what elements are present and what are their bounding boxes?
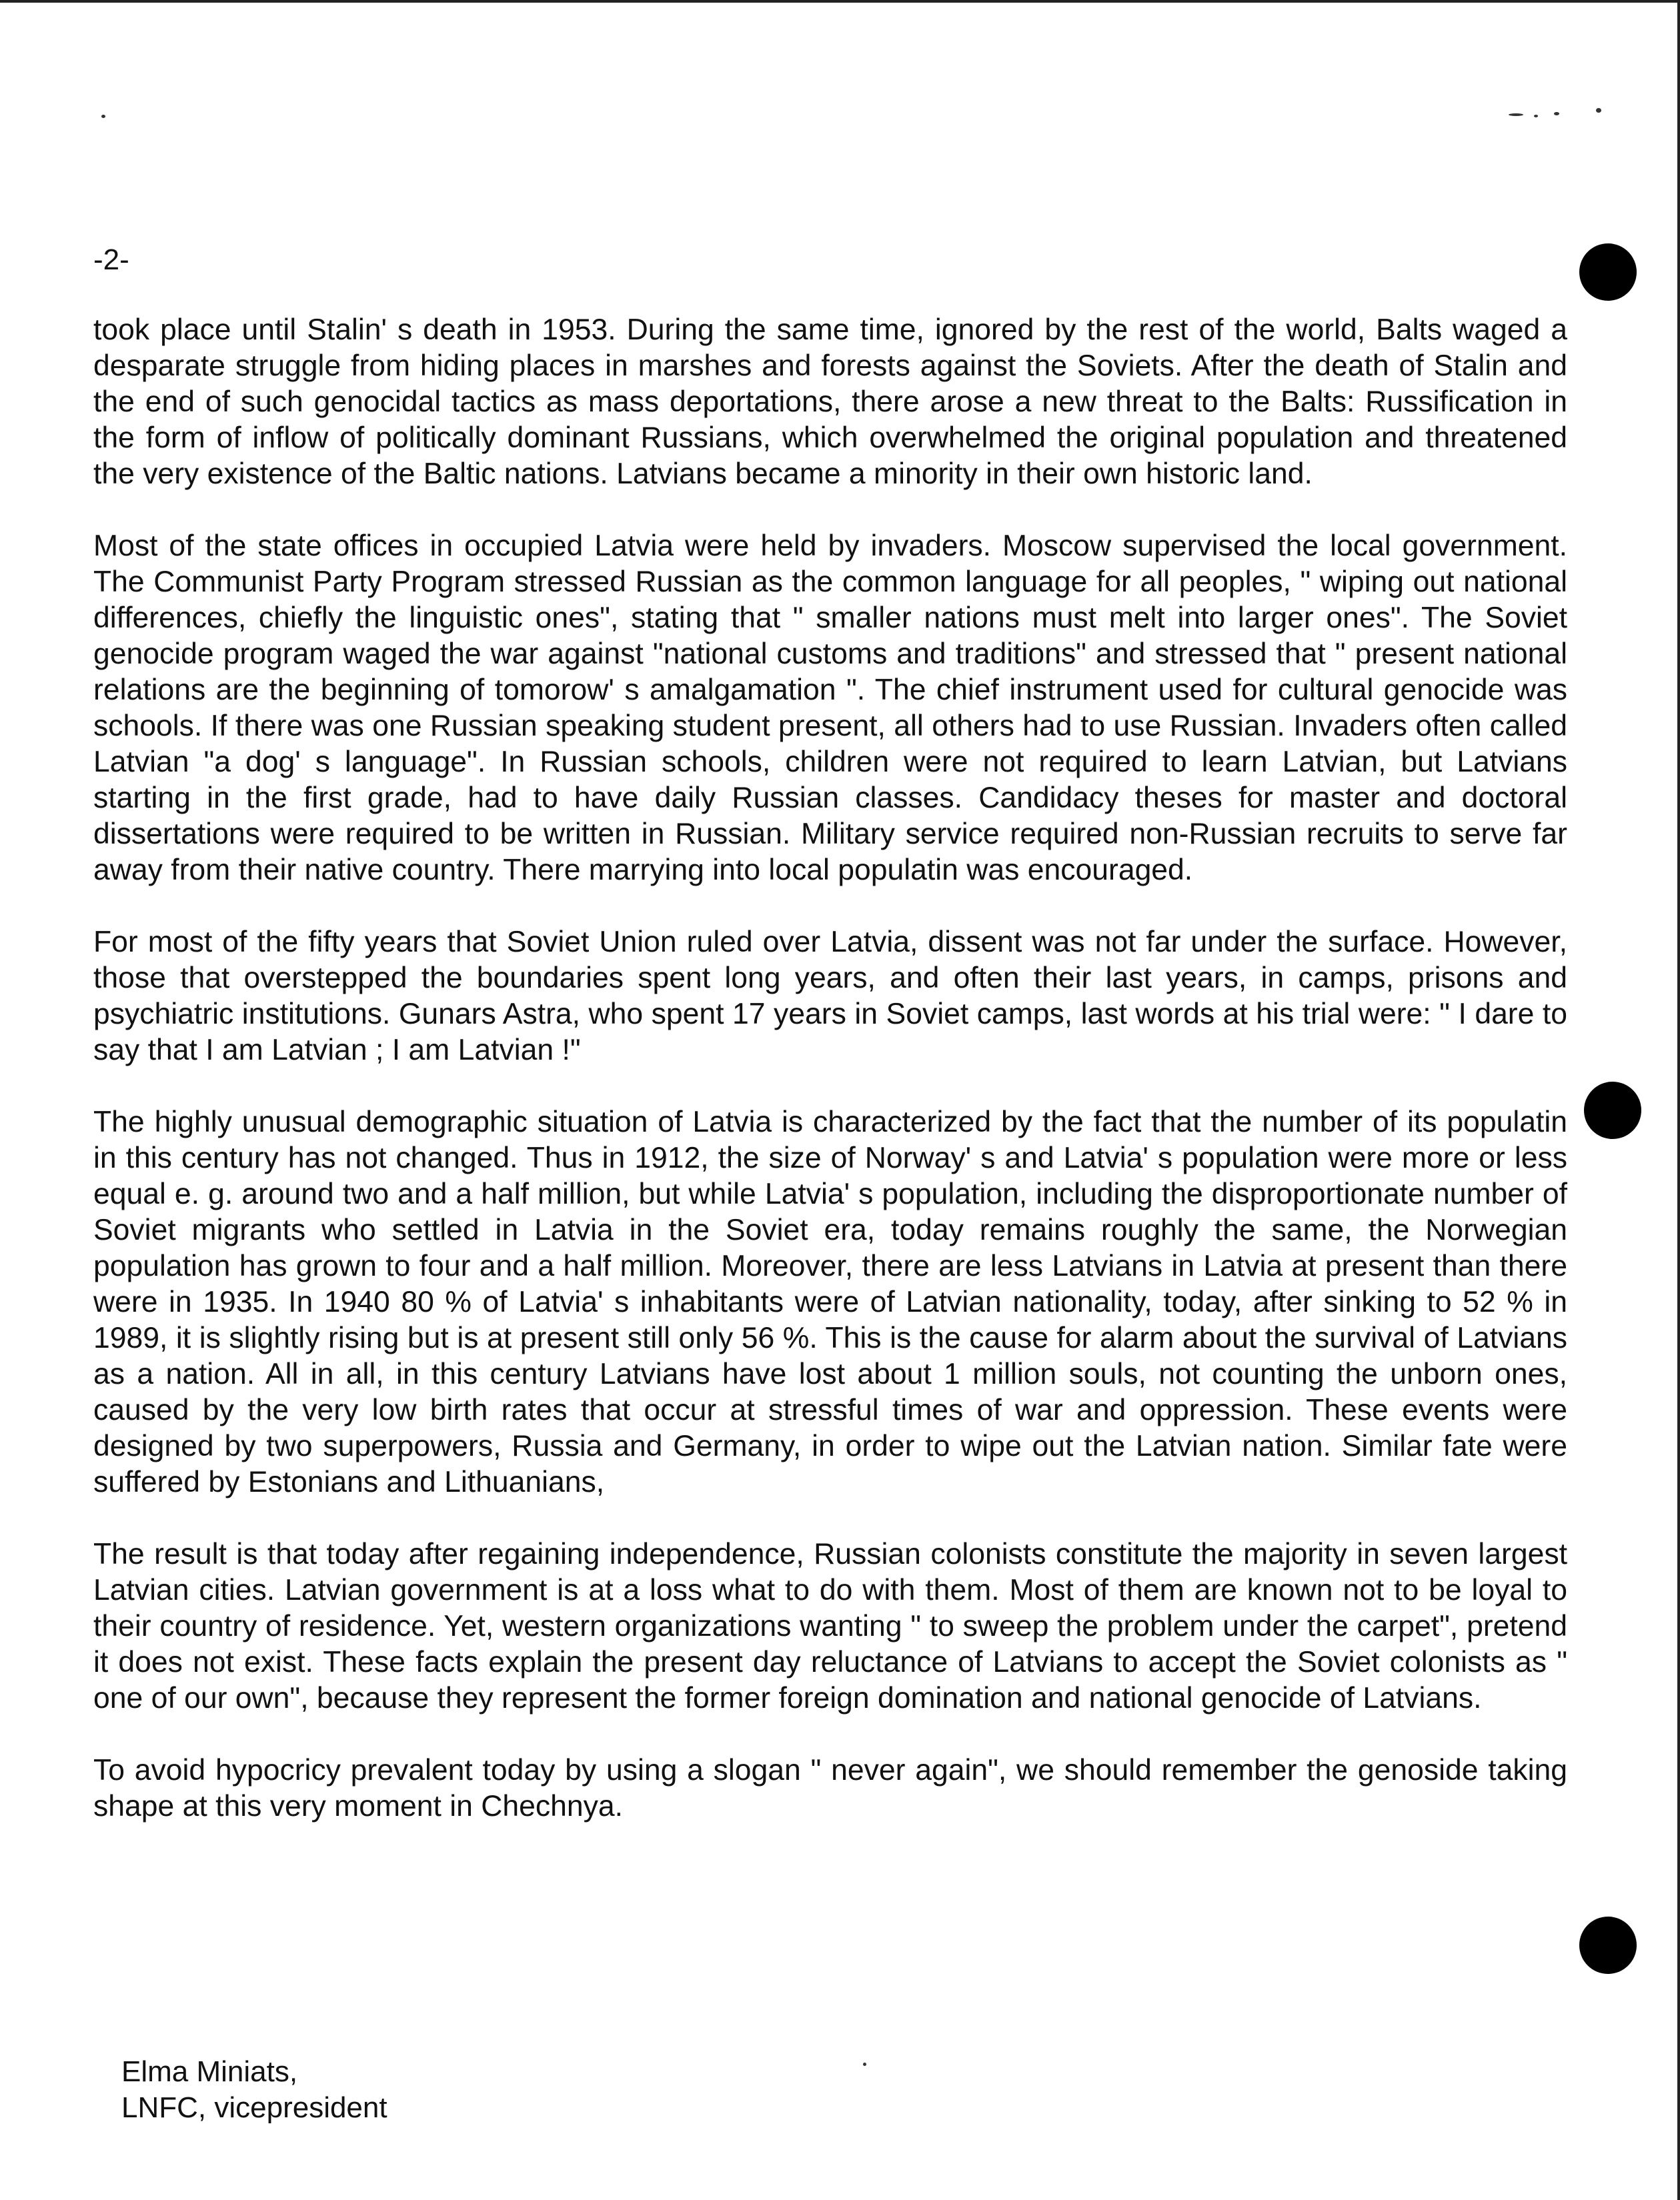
punch-hole-middle [1584, 1082, 1641, 1139]
paragraph-state-offices: Most of the state offices in occupied Latvia were held by invaders. Moscow supervised the local government. The Communist Party Program stressed Russian as the common language for all peoples, " wiping out national differences, chiefly the linguistic ones", stating that " smaller nations must melt into larger ones". The Soviet genocide program waged the war against "national customs and traditions" and stressed that " present national relations are the beginning of tomorow' s amalgamation ". The chief instrument used for cultural genocide was schools. If there was one Russian speaking student present, all others had to use Russian. Invaders often called Latvian "a dog' s language". In Russian schools, children were not required to learn Latvian, but Latvians starting in the first grade, had to have daily Russian classes. Candidacy theses for master and doctoral dissertations were required to be written in Russian. Military service required non-Russian recruits to serve far away from their native country. There marrying into local populatin was encouraged. [93, 529, 1567, 886]
signature-name: Elma Miniats, [121, 2055, 298, 2088]
paragraph-chechnya: To avoid hypocricy prevalent today by using a slogan " never again", we should remember the genoside taking shape at this very moment in Chechnya. [93, 1754, 1567, 1823]
scan-speck [1509, 113, 1523, 116]
punch-hole-bottom [1579, 1917, 1637, 1974]
scan-right-edge [1677, 0, 1680, 2200]
scan-speck [1534, 115, 1538, 117]
scan-top-edge [0, 0, 1680, 3]
page-number: -2- [93, 243, 129, 276]
signature-title: LNFC, vicepresident [121, 2091, 387, 2124]
paragraph-stalin-russification: took place until Stalin' s death in 1953. During the same time, ignored by the rest of the world, Balts waged a desparate struggle from hiding places in marshes and forests against the Soviets. After the death of Stalin and the end of such genocidal tactics as mass deportations, there arose a new threat to the Balts: Russification in the form of inflow of politically dominant Russians, which overwhelmed the original population and threatened the very existence of the Baltic nations. Latvians became a minority in their own historic land. [93, 313, 1567, 490]
scan-speck [1554, 112, 1559, 115]
paragraph-dissent: For most of the fifty years that Soviet Union ruled over Latvia, dissent was not far under the surface. However, those that overstepped the boundaries spent long years, and often their last years, in camps, prisons and psychiatric institutions. Gunars Astra, who spent 17 years in Soviet camps, last words at his trial were: " I dare to say that I am Latvian ; I am Latvian !" [93, 926, 1567, 1066]
paragraph-demographics: The highly unusual demographic situation of Latvia is characterized by the fact that the number of its populatin in this century has not changed. Thus in 1912, the size of Norway' s and Latvia' s population were more or less equal e. g. around two and a half million, but while Latvia' s population, including the disproportionate number of Soviet migrants who settled in Latvia in the Soviet era, today remains roughly the same, the Norwegian population has grown to four and a half million. Moreover, there are less Latvians in Latvia at present than there were in 1935. In 1940 80 % of Latvia' s inhabitants were of Latvian nationality, today, after sinking to 52 % in 1989, it is slightly rising but is at present still only 56 %. This is the cause for alarm about the survival of Latvians as a nation. All in all, in this century Latvians have lost about 1 million souls, not counting the unborn ones, caused by the very low birth rates that occur at stressful times of war and oppression. These events were designed by two superpowers, Russia and Germany, in order to wipe out the Latvian nation. Similar fate were suffered by Estonians and Lithuanians, [93, 1106, 1567, 1498]
scan-speck [101, 115, 105, 118]
signature-block [121, 2054, 387, 2126]
punch-hole-top [1579, 243, 1637, 301]
scan-speck [863, 2063, 866, 2066]
paragraph-colonists: The result is that today after regaining independence, Russian colonists constitute the majority in seven largest Latvian cities. Latvian government is at a loss what to do with them. Most of them are known not to be loyal to their country of residence. Yet, western organizations wanting " to sweep the problem under the carpet", pretend it does not exist. These facts explain the present day reluctance of Latvians to accept the Soviet colonists as " one of our own", because they represent the former foreign domination and national genocide of Latvians. [93, 1538, 1567, 1715]
scan-speck [1596, 108, 1601, 113]
letter-body [93, 312, 1567, 1861]
